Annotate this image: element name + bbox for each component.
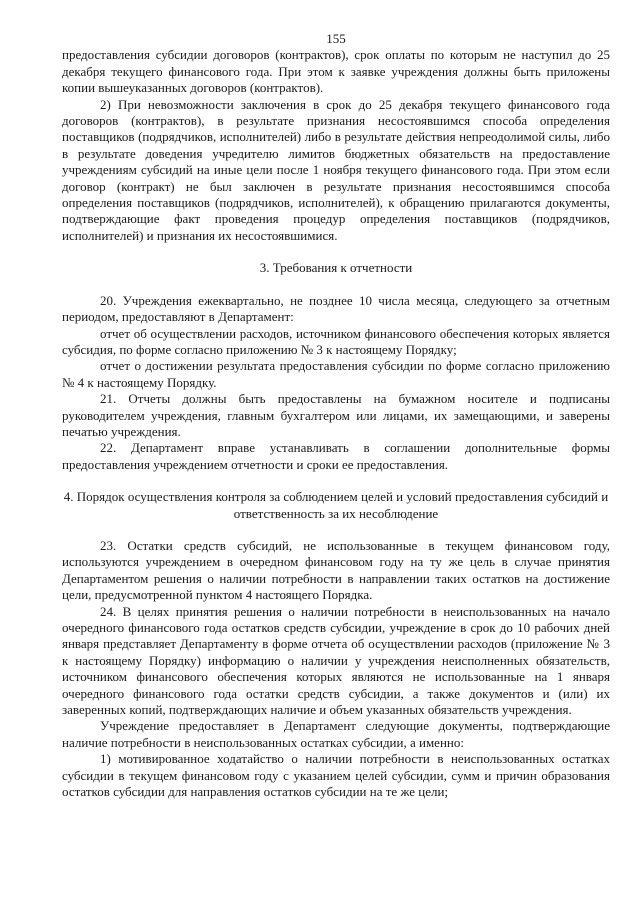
paragraph-documents-intro: Учреждение предоставляет в Департамент следующие документы, подтверждающие наличие потребности в неиспользованных остатках субсидии, а именно: xyxy=(62,718,610,750)
paragraph-result-report: отчет о достижении результата предоставления субсидии по форме согласно приложению № 4 к настоящему Порядку. xyxy=(62,358,610,390)
page-number: 155 xyxy=(326,31,346,46)
paragraph-24: 24. В целях принятия решения о наличии потребности в неиспользованных на начало очередного финансового года остатков средств субсидии, учреждение в срок до 10 рабочих дней января представляет Департаменту в форме отчета об осуществлении расходов (приложение № 3 к настоящему Порядку) информацию о наличии у учреждения неисполненных обязательств, источником финансового обеспечения которых являются не использованные на 1 января очередного финансового года остатки средств субсидии, а также документов и (или) их заверенных копий, подтверждающих наличие и объем указанных обязательств учреждения. xyxy=(62,603,610,718)
document-page xyxy=(62,0,610,800)
paragraph-contracts-continuation: предоставления субсидии договоров (контрактов), срок оплаты по которым не наступил до 25 декабря текущего финансового года. При этом к заявке учреждения должны быть приложены копии вышеуказанных договоров (контрактов). xyxy=(62,47,610,96)
paragraph-20: 20. Учреждения ежеквартально, не позднее 10 числа месяца, следующего за отчетным периодом, предоставляют в Департамент: xyxy=(62,292,610,325)
paragraph-documents-item-1: 1) мотивированное ходатайство о наличии потребности в неиспользованных остатках субсидии в текущем финансовом году с указанием целей субсидии, сумм и причин образования остатков субсидии для направления остатков субсидии на те же цели; xyxy=(62,751,610,800)
section-4-heading: 4. Порядок осуществления контроля за соблюдением целей и условий предоставления субсидий и ответственность за их несоблюдение xyxy=(63,489,609,521)
spacer xyxy=(62,244,610,260)
paragraph-expenses-report: отчет об осуществлении расходов, источником финансового обеспечения которых является субсидия, по форме согласно приложению № 3 к настоящему Порядку; xyxy=(62,325,610,357)
paragraph-23: 23. Остатки средств субсидий, не использованные в текущем финансовом году, используются учреждением в очередном финансовом году на ту же цель в случае принятия Департаментом решения о наличии потребности в направлении таких остатков на достижение цели, предусмотренной пунктом 4 настоящего Порядка. xyxy=(62,537,610,603)
spacer xyxy=(62,473,610,489)
paragraph-item-2: 2) При невозможности заключения в срок до 25 декабря текущего финансового года договоров (контрактов), в результате признания несостоявшимся способа определения поставщиков (подрядчиков, исполнителей) либо в результате действия непреодолимой силы, либо в результате доведения учредителю лимитов бюджетных обязательств на предоставление учреждениям субсидий на иные цели после 1 ноября текущего финансового года. При этом если договор (контракт) не был заключен в результате признания несостоявшимся способа определения поставщиков (подрядчиков, исполнителей), к обращению прилагаются документы, подтверждающие факт проведения процедур определения поставщиков (подрядчиков, исполнителей) и признания их несостоявшимися. xyxy=(62,96,610,243)
paragraph-22: 22. Департамент вправе устанавливать в соглашении дополнительные формы предоставления учреждением отчетности и сроки ее предоставления. xyxy=(62,440,610,472)
spacer xyxy=(62,277,610,293)
paragraph-21: 21. Отчеты должны быть предоставлены на бумажном носителе и подписаны руководителем учреждения, главным бухгалтером или лицами, их замещающими, и заверены печатью учреждения. xyxy=(62,391,610,439)
section-3-heading: 3. Требования к отчетности xyxy=(259,260,413,276)
spacer xyxy=(62,522,610,538)
